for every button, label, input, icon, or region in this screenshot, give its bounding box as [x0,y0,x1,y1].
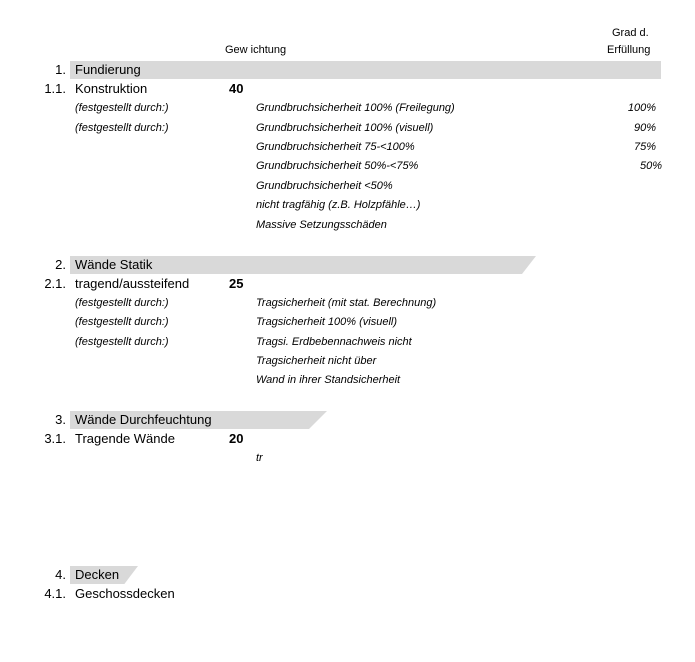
criterion-text: Grundbruchsicherheit <50% [256,180,393,192]
section-number-4: 4. [55,567,66,582]
fulfillment-percent: 90% [633,122,656,134]
section-title-1: Fundierung [75,62,141,77]
determined-by-label: (festgestellt durch:) [75,336,169,348]
criterion-text: nicht tragfähig (z.B. Holzpfähle…) [256,199,421,211]
criterion-text: Massive Setzungsschäden [256,219,387,231]
determined-by-label: (festgestellt durch:) [75,316,169,328]
fulfillment-percent: 75% [633,141,656,153]
criterion-text: Grundbruchsicherheit 100% (visuell) [256,122,434,134]
weight-3-1: 20 [229,431,244,446]
criterion-text: tr [256,452,263,464]
subsection-number-1-1: 1.1. [44,81,66,96]
section-4-clip [70,566,138,586]
criterion-text: Grundbruchsicherheit 100% (Freilegung) [256,102,455,114]
subsection-title-3-1: Tragende Wände [75,431,175,446]
fulfillment-header-line2: Erfüllung [607,44,651,56]
section-title-2: Wände Statik [75,257,153,272]
subsection-title-2-1: tragend/aussteifend [75,276,190,291]
subsection-title-clip [75,586,175,604]
weight-2-1: 25 [229,276,244,291]
fulfillment-percent: 50% [639,160,662,172]
section-number-2: 2. [55,257,66,272]
criterion-text: Wand in ihrer Standsicherheit [256,374,401,386]
determined-by-label: (festgestellt durch:) [75,122,169,134]
subsection-title-1-1: Konstruktion [75,81,148,96]
section-title-3: Wände Durchfeuchtung [75,412,212,427]
section-number-1: 1. [55,62,66,77]
subsection-number-2-1: 2.1. [44,276,66,291]
criterion-text: Tragsicherheit (mit stat. Berechnung) [256,297,437,309]
weight-1-1: 40 [229,81,244,96]
criterion-clip [256,355,400,371]
criterion-clip [256,374,401,390]
subsection-number-4-1: 4.1. [44,586,66,601]
criterion-text: Tragsicherheit nicht über [256,355,377,367]
weighting-header: Gew ichtung [225,44,287,56]
fulfillment-percent: 100% [627,102,656,114]
section-band-1 [70,61,661,79]
subsection-number-3-1: 3.1. [44,431,66,446]
fulfillment-percent-clip [620,160,662,176]
criterion-text: Grundbruchsicherheit 75-<100% [256,141,415,153]
determined-by-label: (festgestellt durch:) [75,297,169,309]
section-title-4: Decken [75,567,120,582]
criterion-text: Tragsicherheit 100% (visuell) [256,316,398,328]
fulfillment-header-line1: Grad d. [612,27,649,39]
determined-by-label: (festgestellt durch:) [75,102,169,114]
section-number-3: 3. [55,412,66,427]
subsection-title-4-1: Geschossdecken [75,586,175,601]
criterion-clip [256,336,428,352]
criterion-clip [256,452,264,468]
criterion-text: Tragsi. Erdbebennachweis nicht [256,336,412,348]
criterion-text: Grundbruchsicherheit 50%-<75% [256,160,419,172]
